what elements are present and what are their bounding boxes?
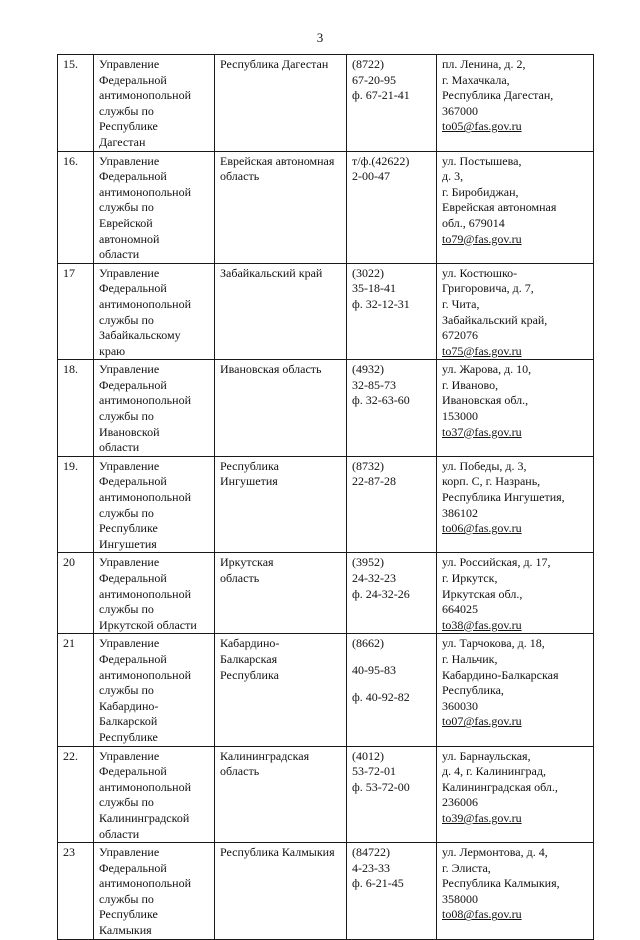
office-name-line: Управление: [99, 636, 160, 651]
office-name-line: антимонопольной: [99, 876, 191, 891]
address-line: д. 4, г. Калининград,: [442, 764, 546, 779]
phone-line: 4-23-33: [352, 860, 390, 875]
email-link[interactable]: to05@fas.gov.ru: [442, 119, 522, 134]
region-line: Республика Дагестан: [220, 57, 329, 71]
row-number-cell: [58, 746, 94, 843]
address-line: пл. Ленина, д. 2,: [442, 57, 526, 71]
office-name-line: Еврейской: [99, 215, 153, 230]
region-line: Республика: [220, 667, 279, 682]
phone-spacer: [352, 679, 432, 690]
address-cell: [437, 151, 594, 263]
address-cell: [437, 456, 594, 553]
phone-line: (3952): [352, 555, 384, 570]
row-number-cell: [58, 843, 94, 940]
phone-cell: [347, 634, 437, 746]
region-line: Иркутская: [220, 555, 274, 570]
phone-line: ф. 24-32-26: [352, 586, 410, 601]
region-line: Ивановская область: [220, 362, 322, 377]
region-line: Калининградская: [220, 748, 310, 763]
office-name-line: службы по: [99, 312, 154, 327]
address-line: Калининградская обл.,: [442, 779, 558, 794]
office-name-line: Республике: [99, 521, 158, 536]
table-row: [58, 360, 594, 457]
phone-line: т/ф.(42622): [352, 153, 410, 168]
office-name-line: Федеральной: [99, 281, 167, 296]
office-name-cell: [94, 553, 215, 634]
region-cell: [215, 360, 347, 457]
address-line: ул. Костюшко-: [442, 265, 518, 280]
region-cell: [215, 55, 347, 152]
address-line: г. Махачкала,: [442, 72, 510, 87]
address-line: корп. С, г. Назрань,: [442, 474, 541, 489]
region-cell: [215, 634, 347, 746]
phone-line: 67-20-95: [352, 72, 396, 87]
office-name-line: Иркутской области: [99, 617, 197, 632]
region-cell: [215, 843, 347, 940]
phone-line: (8722): [352, 57, 384, 71]
address-line: Еврейская автономная: [442, 200, 557, 215]
address-line: 360030: [442, 698, 478, 713]
office-name-line: Федеральной: [99, 474, 167, 489]
phone-cell: [347, 151, 437, 263]
office-name-line: службы по: [99, 891, 154, 906]
address-line: ул. Жарова, д. 10,: [442, 362, 532, 377]
phone-cell: [347, 746, 437, 843]
office-name-line: Дагестан: [99, 134, 146, 149]
phone-cell: [347, 360, 437, 457]
office-name-line: Калмыкия: [99, 923, 152, 938]
office-name-line: антимонопольной: [99, 393, 191, 408]
office-name-line: антимонопольной: [99, 296, 191, 311]
office-name-line: Федеральной: [99, 571, 167, 585]
office-name-line: Управление: [99, 57, 160, 71]
address-cell: [437, 263, 594, 360]
address-line: Иркутская обл.,: [442, 586, 523, 601]
office-name-line: службы по: [99, 200, 154, 215]
phone-cell: [347, 553, 437, 634]
phone-line: 32-85-73: [352, 377, 396, 392]
phone-spacer: [352, 652, 432, 663]
row-number: 22.: [63, 748, 78, 763]
address-line: 153000: [442, 409, 478, 424]
office-name-cell: [94, 263, 215, 360]
phone-line: ф. 40-92-82: [352, 689, 410, 704]
phone-line: 24-32-23: [352, 571, 396, 585]
email-link[interactable]: to75@fas.gov.ru: [442, 343, 522, 358]
region-line: Еврейская автономная: [220, 153, 335, 168]
row-number: 18.: [63, 362, 78, 377]
region-line: область: [220, 169, 260, 184]
table-row: [58, 263, 594, 360]
address-line: Республика,: [442, 683, 504, 698]
address-line: ул. Российская, д. 17,: [442, 555, 551, 570]
row-number-cell: [58, 151, 94, 263]
region-line: Кабардино-: [220, 636, 280, 651]
office-name-line: Балкарской: [99, 714, 158, 729]
email-link[interactable]: to37@fas.gov.ru: [442, 424, 522, 439]
office-name-line: службы по: [99, 683, 154, 698]
page-number: 3: [316, 30, 324, 45]
address-line: Республика Ингушетия,: [442, 490, 565, 505]
row-number-cell: [58, 360, 94, 457]
region-line: область: [220, 764, 260, 779]
email-link[interactable]: to79@fas.gov.ru: [442, 231, 522, 246]
phone-line: ф. 67-21-41: [352, 88, 410, 103]
phone-line: 2-00-47: [352, 169, 390, 184]
address-line: 236006: [442, 795, 478, 810]
phone-line: ф. 32-12-31: [352, 296, 410, 311]
phone-cell: [347, 55, 437, 152]
address-line: Григоровича, д. 7,: [442, 281, 534, 296]
email-link[interactable]: to07@fas.gov.ru: [442, 714, 522, 729]
office-name-line: Федеральной: [99, 72, 167, 87]
address-cell: [437, 843, 594, 940]
address-cell: [437, 55, 594, 152]
region-line: Ингушетия: [220, 474, 278, 489]
office-name-line: Федеральной: [99, 377, 167, 392]
phone-line: 40-95-83: [352, 662, 396, 677]
address-line: г. Элиста,: [442, 860, 491, 875]
phone-cell: [347, 843, 437, 940]
address-cell: [437, 360, 594, 457]
address-line: г. Биробиджан,: [442, 184, 519, 199]
region-cell: [215, 263, 347, 360]
address-line: д. 3,: [442, 169, 464, 184]
region-cell: [215, 151, 347, 263]
phone-line: (4932): [352, 362, 384, 377]
office-name-line: Республике: [99, 119, 158, 134]
office-name-line: Управление: [99, 748, 160, 763]
address-line: 664025: [442, 602, 478, 617]
row-number: 19.: [63, 458, 78, 473]
region-cell: [215, 746, 347, 843]
address-line: обл., 679014: [442, 215, 505, 230]
phone-line: ф. 32-63-60: [352, 393, 410, 408]
office-name-line: Управление: [99, 265, 160, 280]
address-cell: [437, 746, 594, 843]
office-name-cell: [94, 746, 215, 843]
address-line: 367000: [442, 103, 478, 118]
table-row: [58, 553, 594, 634]
address-line: г. Нальчик,: [442, 651, 498, 666]
phone-line: (8662): [352, 636, 384, 651]
row-number-cell: [58, 634, 94, 746]
row-number: 16.: [63, 153, 78, 168]
office-name-line: области: [99, 440, 140, 455]
office-name-line: службы по: [99, 602, 154, 617]
phone-line: ф. 6-21-45: [352, 876, 404, 891]
office-name-line: Ингушетия: [99, 536, 157, 551]
row-number-cell: [58, 55, 94, 152]
office-name-line: области: [99, 826, 140, 841]
row-number-cell: [58, 456, 94, 553]
office-name-line: антимонопольной: [99, 184, 191, 199]
phone-cell: [347, 263, 437, 360]
row-number: 20: [63, 555, 75, 570]
email-link[interactable]: to06@fas.gov.ru: [442, 521, 522, 536]
email-link[interactable]: to39@fas.gov.ru: [442, 810, 522, 825]
table-row: [58, 55, 594, 152]
row-number: 15.: [63, 57, 78, 71]
office-name-cell: [94, 843, 215, 940]
address-line: 358000: [442, 891, 478, 906]
address-line: Кабардино-Балкарская: [442, 667, 559, 682]
office-name-line: области: [99, 247, 140, 262]
office-name-line: Федеральной: [99, 169, 167, 184]
office-name-line: Федеральной: [99, 764, 167, 779]
address-line: г. Иркутск,: [442, 571, 498, 585]
office-name-line: службы по: [99, 103, 154, 118]
address-line: 386102: [442, 505, 478, 520]
region-cell: [215, 456, 347, 553]
office-name-line: Управление: [99, 458, 160, 473]
address-line: ул. Победы, д. 3,: [442, 458, 527, 473]
row-number-cell: [58, 553, 94, 634]
address-cell: [437, 634, 594, 746]
region-line: Республика: [220, 458, 279, 473]
address-line: ул. Постышева,: [442, 153, 522, 168]
address-line: ул. Лермонтова, д. 4,: [442, 845, 548, 860]
office-name-cell: [94, 456, 215, 553]
office-name-line: краю: [99, 343, 126, 358]
phone-line: 53-72-01: [352, 764, 396, 779]
region-line: Республика Калмыкия: [220, 845, 335, 860]
address-cell: [437, 553, 594, 634]
table-row: [58, 151, 594, 263]
office-name-line: антимонопольной: [99, 586, 191, 601]
phone-line: (4012): [352, 748, 384, 763]
office-name-line: антимонопольной: [99, 667, 191, 682]
office-name-line: Федеральной: [99, 860, 167, 875]
office-name-cell: [94, 55, 215, 152]
address-line: Забайкальский край,: [442, 312, 548, 327]
region-line: Балкарская: [220, 651, 278, 666]
email-link[interactable]: to38@fas.gov.ru: [442, 617, 522, 632]
table-row: [58, 843, 594, 940]
office-name-line: Калининградской: [99, 810, 190, 825]
row-number: 21: [63, 636, 75, 651]
table-row: [58, 634, 594, 746]
office-name-line: Забайкальскому: [99, 328, 181, 343]
office-name-line: Республике: [99, 907, 158, 922]
antimonopoly-offices-table: [57, 54, 594, 940]
office-name-cell: [94, 634, 215, 746]
office-name-line: Федеральной: [99, 651, 167, 666]
phone-line: ф. 53-72-00: [352, 779, 410, 794]
office-name-line: службы по: [99, 505, 154, 520]
phone-cell: [347, 456, 437, 553]
office-name-line: антимонопольной: [99, 88, 191, 103]
office-name-line: антимонопольной: [99, 490, 191, 505]
office-name-line: Кабардино-: [99, 698, 159, 713]
table-row: [58, 746, 594, 843]
phone-line: 35-18-41: [352, 281, 396, 296]
office-name-line: Управление: [99, 362, 160, 377]
address-line: ул. Тарчокова, д. 18,: [442, 636, 545, 651]
region-line: Забайкальский край: [220, 265, 323, 280]
table-row: [58, 456, 594, 553]
row-number-cell: [58, 263, 94, 360]
region-cell: [215, 553, 347, 634]
address-line: г. Чита,: [442, 296, 480, 311]
phone-line: (8732): [352, 458, 384, 473]
phone-line: (3022): [352, 265, 384, 280]
phone-line: (84722): [352, 845, 390, 860]
address-line: г. Иваново,: [442, 377, 499, 392]
address-line: Ивановская обл.,: [442, 393, 529, 408]
address-line: 672076: [442, 328, 478, 343]
office-name-line: автономной: [99, 231, 160, 246]
office-name-line: Республике: [99, 729, 158, 744]
row-number: 17: [63, 265, 75, 280]
region-line: область: [220, 571, 260, 585]
phone-line: 22-87-28: [352, 474, 396, 489]
office-name-line: Ивановской: [99, 424, 160, 439]
office-name-line: службы по: [99, 795, 154, 810]
office-name-line: службы по: [99, 409, 154, 424]
office-name-cell: [94, 151, 215, 263]
office-name-line: Управление: [99, 845, 160, 860]
address-line: Республика Калмыкия,: [442, 876, 560, 891]
office-name-line: Управление: [99, 153, 160, 168]
email-link[interactable]: to08@fas.gov.ru: [442, 907, 522, 922]
address-line: ул. Барнаульская,: [442, 748, 531, 763]
row-number: 23: [63, 845, 75, 860]
office-name-line: Управление: [99, 555, 160, 570]
address-line: Республика Дагестан,: [442, 88, 554, 103]
office-name-cell: [94, 360, 215, 457]
office-name-line: антимонопольной: [99, 779, 191, 794]
